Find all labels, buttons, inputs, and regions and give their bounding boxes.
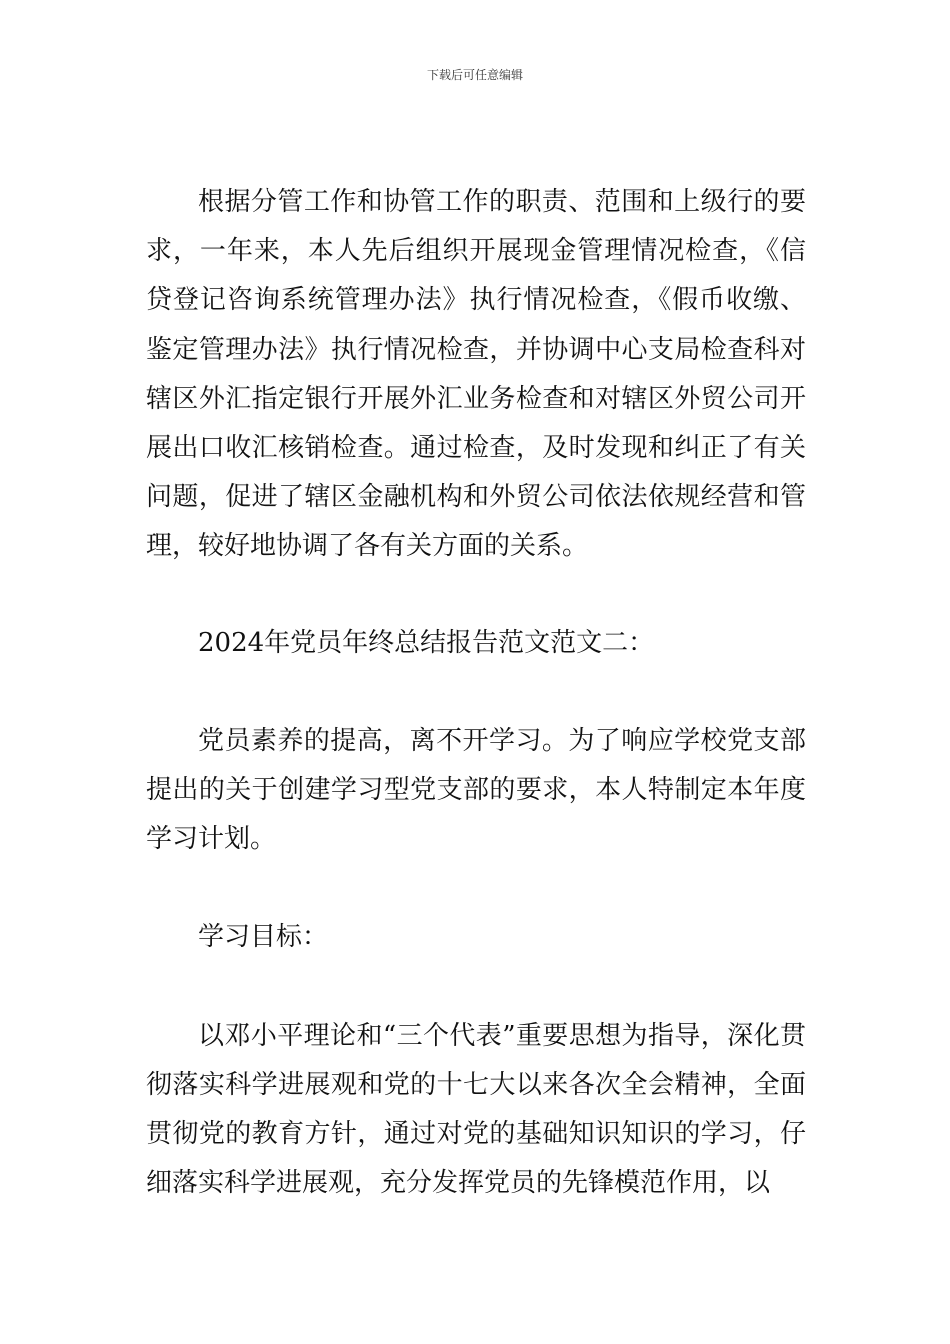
- paragraph-inspection-summary: 根据分管工作和协管工作的职责、范围和上级行的要求，一年来，本人先后组织开展现金管理情况检查，《信贷登记咨询系统管理办法》执行情况检查，《假币收缴、鉴定管理办法》执行情况检查，并协调中心支局检查科对辖区外汇指定银行开展外汇业务检查和对辖区外贸公司开展出口收汇核销检查。通过检查，及时发现和纠正了有关问题，促进了辖区金融机构和外贸公司依法依规经营和管理，较好地协调了各有关方面的关系。: [146, 187, 806, 562]
- document-body: [146, 178, 806, 1208]
- section-title: 2024年党员年终总结报告范文范文二：: [198, 627, 655, 658]
- paragraph-study-goal: 以邓小平理论和“三个代表”重要思想为指导，深化贯彻落实科学进展观和党的十七大以来各次全会精神，全面贯彻党的教育方针，通过对党的基础知识知识的学习，仔细落实科学进展观，充分发挥党员的先锋模范作用，以: [146, 1020, 806, 1199]
- study-goal-heading: 学习目标：: [198, 922, 329, 953]
- page-header-note: 下载后可任意编辑: [426, 68, 523, 82]
- paragraph-study-intro: 党员素养的提高，离不开学习。为了响应学校党支部提出的关于创建学习型党支部的要求，本人特制定本年度学习计划。: [146, 725, 806, 855]
